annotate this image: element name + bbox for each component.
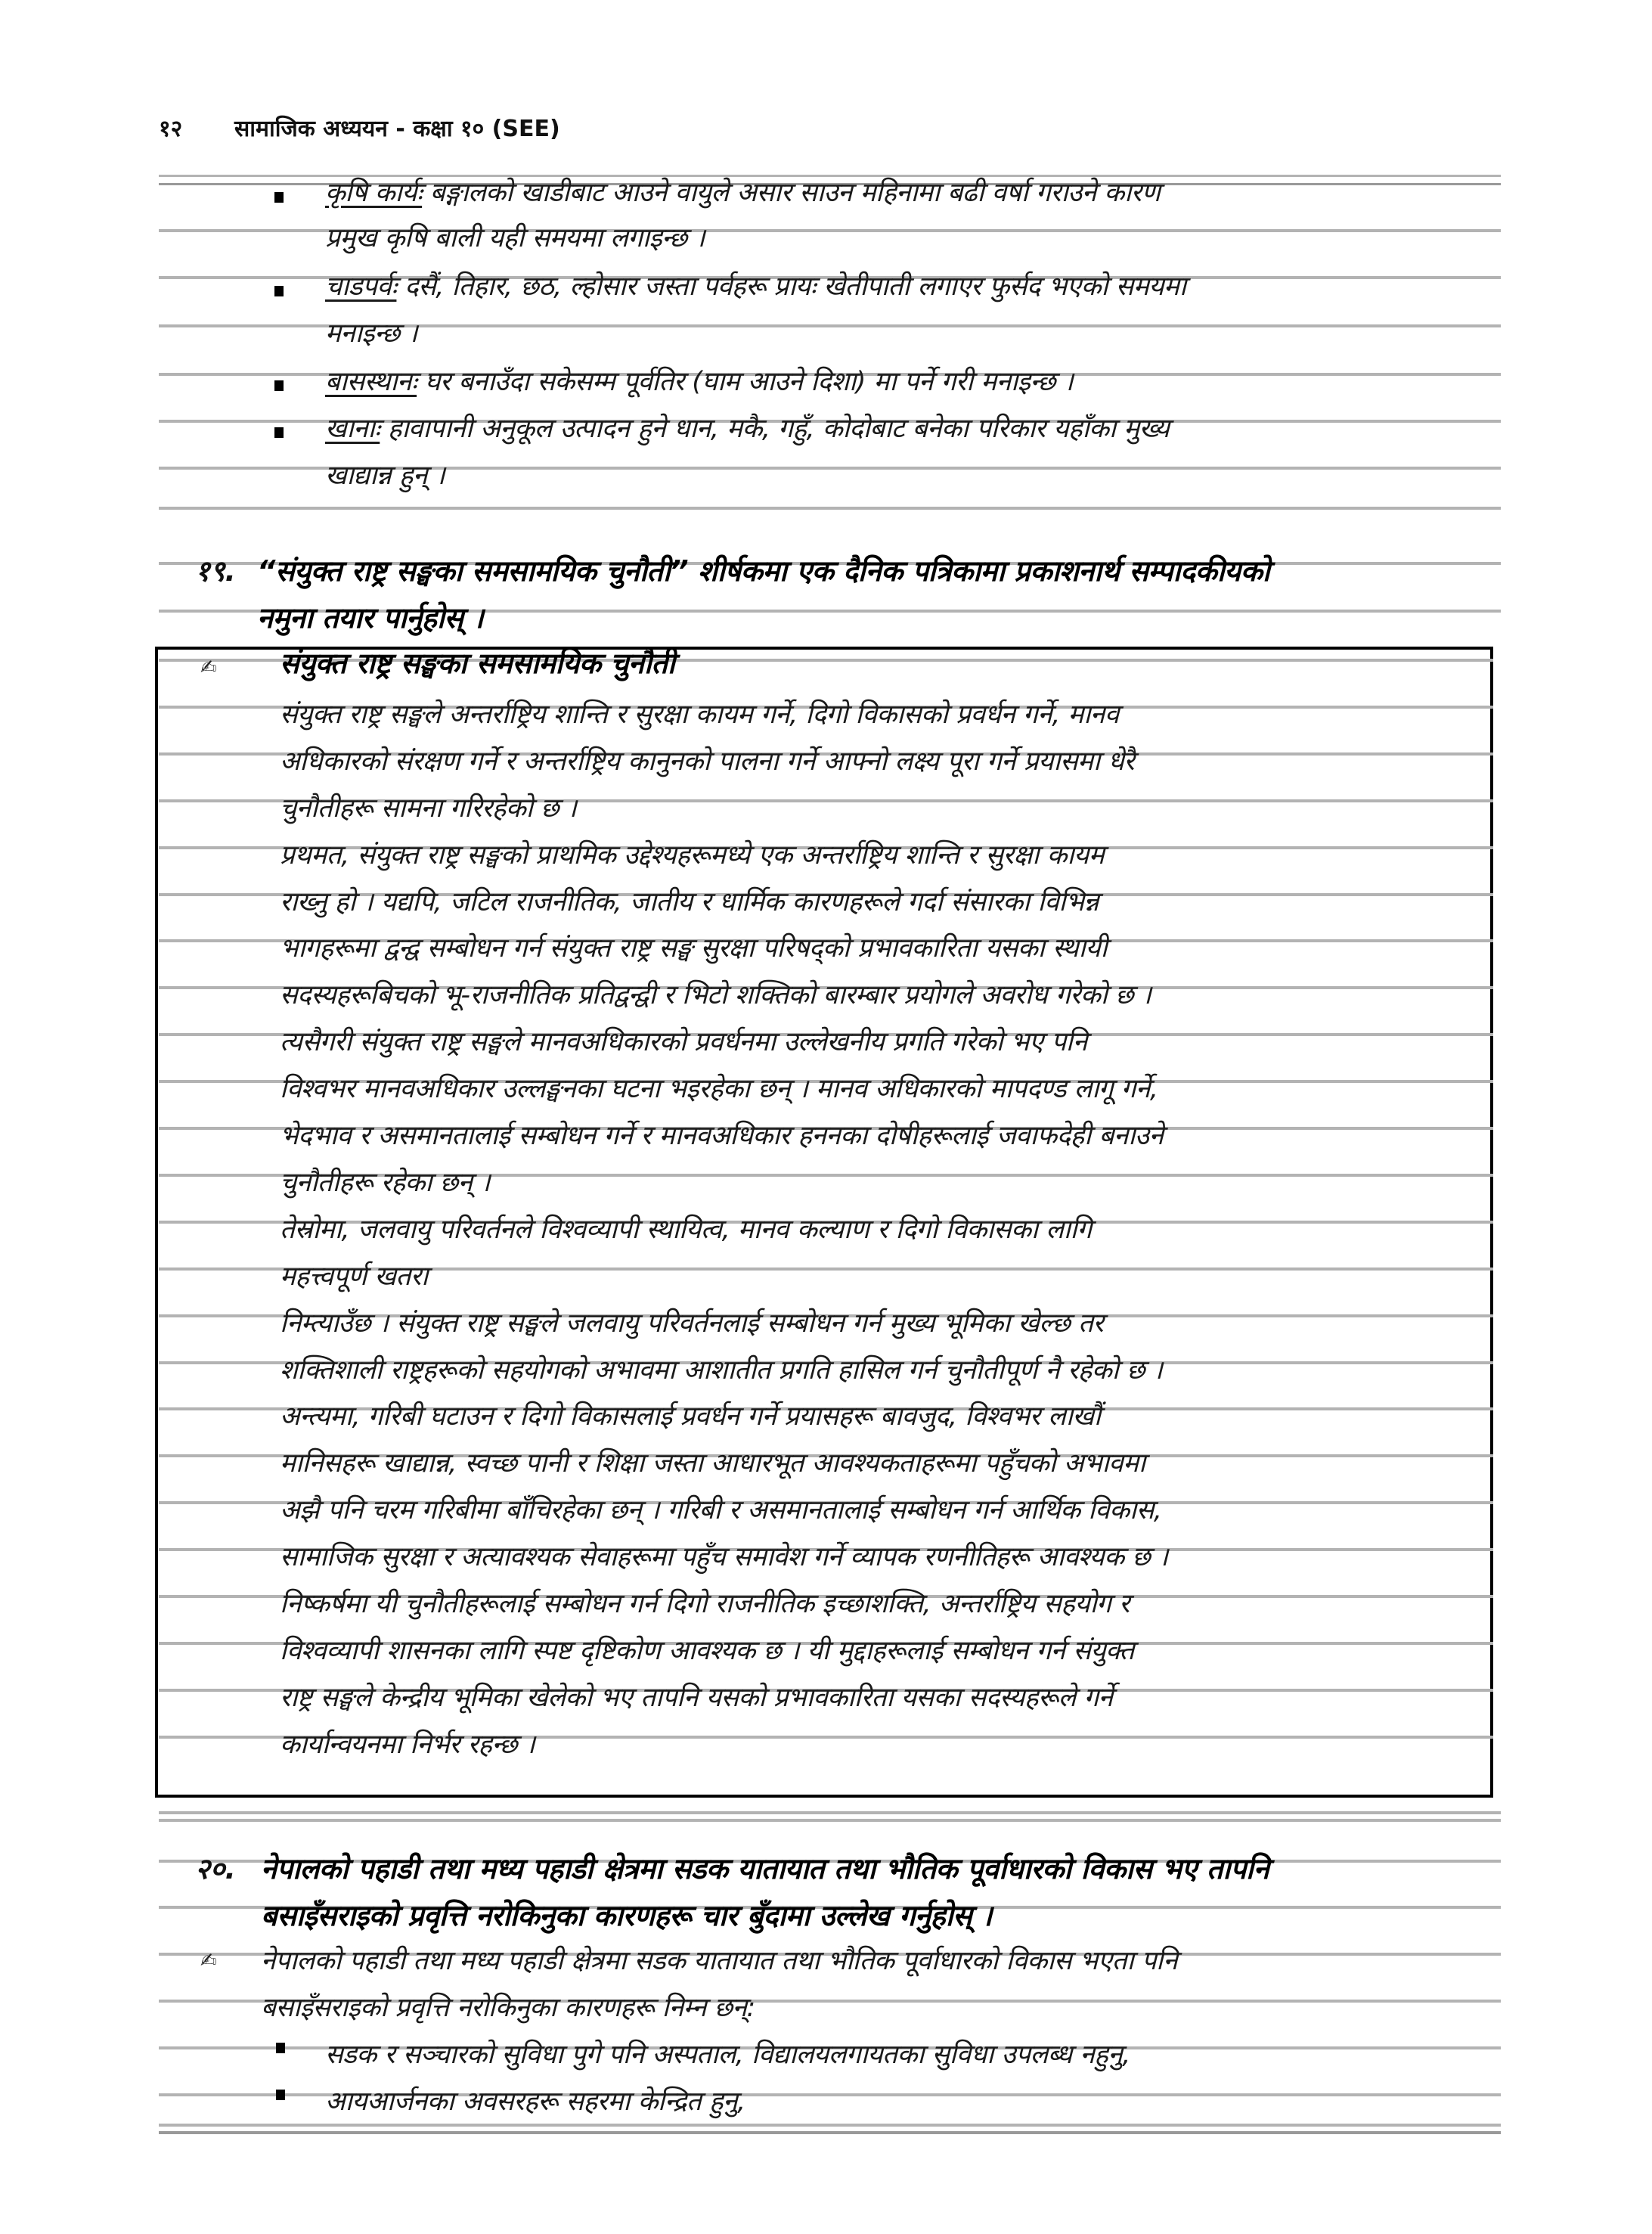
square-bullet-icon xyxy=(274,192,284,203)
bullet-line: आयआर्जनका अवसरहरू सहरमा केन्द्रित हुनु, xyxy=(325,2087,745,2117)
pencil-hand-icon: ✍ xyxy=(200,1950,217,1972)
answer-line: भेदभाव र असमानतालाई सम्बोधन गर्ने र मानवअधिकार हननका दोषीहरूलाई जवाफदेही बनाउने xyxy=(280,1121,1164,1151)
answer-line: बसाइँसराइको प्रवृत्ति नरोकिनुका कारणहरू निम्न छन्: xyxy=(261,1993,755,2023)
bullet-term: बासस्थानः xyxy=(325,367,417,397)
square-bullet-icon xyxy=(274,286,284,296)
bullet-line: खानाः हावापानी अनुकूल उत्पादन हुने धान, मकै, गहुँ, कोदोबाट बनेका परिकार यहाँका मुख्य xyxy=(325,414,1170,444)
question-text: बसाइँसराइको प्रवृत्ति नरोकिनुका कारणहरू चार बुँदामा उल्लेख गर्नुहोस् । xyxy=(261,1899,992,1932)
rule-line xyxy=(159,1819,1501,1822)
page-number: १२ xyxy=(159,116,183,142)
answer-line: महत्त्वपूर्ण खतरा xyxy=(280,1261,428,1292)
book-title: सामाजिक अध्ययन - कक्षा १० (SEE) xyxy=(234,116,560,142)
square-bullet-icon xyxy=(274,427,284,438)
bullet-line: कृषि कार्यः बङ्गालको खाडीबाट आउने वायुले असार साउन महिनामा बढी वर्षा गराउने कारण xyxy=(325,178,1161,208)
bullet-line: खाद्यान्न हुन् । xyxy=(325,461,445,491)
answer-line: विश्वव्यापी शासनका लागि स्पष्ट दृष्टिकोण आवश्यक छ । यी मुद्दाहरूलाई सम्बोधन गर्न संयुक्त xyxy=(280,1636,1134,1666)
question-text: नेपालको पहाडी तथा मध्य पहाडी क्षेत्रमा सडक यातायात तथा भौतिक पूर्वाधारको विकास भए तापनि xyxy=(261,1852,1269,1885)
answer-title: संयुक्त राष्ट्र सङ्घका समसामयिक चुनौती xyxy=(280,647,675,680)
question-number: २०. xyxy=(195,1852,236,1885)
question-text: नमुना तयार पार्नुहोस् । xyxy=(257,601,484,635)
answer-line: सामाजिक सुरक्षा र अत्यावश्यक सेवाहरूमा पहुँच समावेश गर्ने व्यापक रणनीतिहरू आवश्यक छ । xyxy=(280,1542,1168,1572)
answer-line: सदस्यहरूबिचको भू-राजनीतिक प्रतिद्वन्द्वी र भिटो शक्तिको बारम्बार प्रयोगले अवरोध गरेको छ । xyxy=(280,980,1151,1010)
answer-line: कार्यान्वयनमा निर्भर रहन्छ । xyxy=(280,1730,535,1760)
answer-line: चुनौतीहरू सामना गरिरहेको छ । xyxy=(280,793,577,824)
bullet-line: प्रमुख कृषि बाली यही समयमा लगाइन्छ । xyxy=(325,223,705,253)
answer-line: नेपालको पहाडी तथा मध्य पहाडी क्षेत्रमा सडक यातायात तथा भौतिक पूर्वाधारको विकास भएता पनि xyxy=(261,1946,1178,1976)
bullet-term: खानाः xyxy=(325,414,380,444)
bullet-line: मनाइन्छ । xyxy=(325,318,418,349)
rule-line xyxy=(159,1811,1501,1814)
answer-line: निम्त्याउँछ । संयुक्त राष्ट्र सङ्घले जलवायु परिवर्तनलाई सम्बोधन गर्न मुख्य भूमिका खेल्छ तर xyxy=(280,1308,1104,1339)
answer-line: विश्वभर मानवअधिकार उल्लङ्घनका घटना भइरहेका छन् । मानव अधिकारको मापदण्ड लागू गर्ने, xyxy=(280,1074,1158,1104)
answer-line: शक्तिशाली राष्ट्रहरूको सहयोगको अभावमा आशातीत प्रगति हासिल गर्न चुनौतीपूर्ण नै रहेको छ । xyxy=(280,1355,1163,1385)
pencil-hand-icon: ✍ xyxy=(200,656,217,679)
answer-line: चुनौतीहरू रहेका छन् । xyxy=(280,1168,490,1198)
square-bullet-icon xyxy=(276,2090,285,2100)
answer-line: राख्नु हो । यद्यपि, जटिल राजनीतिक, जातीय र धार्मिक कारणहरूले गर्दा संसारका विभिन्न xyxy=(280,887,1099,917)
bullet-term: चाडपर्वः xyxy=(325,271,397,302)
question-text: “संयुक्त राष्ट्र सङ्घका समसामयिक चुनौती” शीर्षकमा एक दैनिक पत्रिकामा प्रकाशनार्थ सम्पादकीयको xyxy=(257,554,1270,588)
rule-line xyxy=(159,507,1501,510)
rule-line xyxy=(159,2131,1501,2134)
square-bullet-icon xyxy=(276,2043,285,2053)
answer-line: भागहरूमा द्वन्द्व सम्बोधन गर्न संयुक्त राष्ट्र सङ्घ सुरक्षा परिषद्को प्रभावकारिता यसका स्थायी xyxy=(280,933,1108,963)
answer-line: त्यसैगरी संयुक्त राष्ट्र सङ्घले मानवअधिकारको प्रवर्धनमा उल्लेखनीय प्रगति गरेको भए पनि xyxy=(280,1027,1087,1057)
bullet-line: बासस्थानः घर बनाउँदा सकेसम्म पूर्वतिर (घाम आउने दिशा) मा पर्ने गरी मनाइन्छ । xyxy=(325,367,1074,397)
answer-line: प्रथमत, संयुक्त राष्ट्र सङ्घको प्राथमिक उद्देश्यहरूमध्ये एक अन्तर्राष्ट्रिय शान्ति र सुरक्षा कायम xyxy=(280,840,1105,870)
answer-line: संयुक्त राष्ट्र सङ्घले अन्तर्राष्ट्रिय शान्ति र सुरक्षा कायम गर्ने, दिगो विकासको प्रवर्धन गर्ने, मानव xyxy=(280,700,1119,730)
question-number: १९. xyxy=(195,554,236,588)
answer-line: निष्कर्षमा यी चुनौतीहरूलाई सम्बोधन गर्न दिगो राजनीतिक इच्छाशक्ति, अन्तर्राष्ट्रिय सहयोग र xyxy=(280,1589,1130,1619)
square-bullet-icon xyxy=(274,380,284,391)
answer-line: तेस्रोमा, जलवायु परिवर्तनले विश्वव्यापी स्थायित्व, मानव कल्याण र दिगो विकासका लागि xyxy=(280,1215,1092,1245)
answer-line: मानिसहरू खाद्यान्न, स्वच्छ पानी र शिक्षा जस्ता आधारभूत आवश्यकताहरूमा पहुँचको अभावमा xyxy=(280,1448,1145,1478)
answer-line: अझै पनि चरम गरिबीमा बाँचिरहेका छन् । गरिबी र असमानतालाई सम्बोधन गर्न आर्थिक विकास, xyxy=(280,1495,1162,1525)
answer-line: अन्त्यमा, गरिबी घटाउन र दिगो विकासलाई प्रवर्धन गर्ने प्रयासहरू बावजुद, विश्वभर लाखौं xyxy=(280,1401,1101,1432)
rule-line xyxy=(159,2124,1501,2127)
bullet-line: चाडपर्वः दसैं, तिहार, छठ, ल्होसार जस्ता पर्वहरू प्रायः खेतीपाती लगाएर फुर्सद भएको समयमा xyxy=(325,271,1186,302)
bullet-line: सडक र सञ्चारको सुविधा पुगे पनि अस्पताल, विद्यालयलगायतका सुविधा उपलब्ध नहुनु, xyxy=(325,2040,1130,2070)
answer-line: राष्ट्र सङ्घले केन्द्रीय भूमिका खेलेको भए तापनि यसको प्रभावकारिता यसका सदस्यहरूले गर्ने xyxy=(280,1683,1113,1713)
bullet-term: कृषि कार्यः xyxy=(325,178,423,208)
answer-line: अधिकारको संरक्षण गर्ने र अन्तर्राष्ट्रिय कानुनको पालना गर्ने आफ्नो लक्ष्य पूरा गर्ने प्रयासमा धेरै xyxy=(280,746,1135,777)
